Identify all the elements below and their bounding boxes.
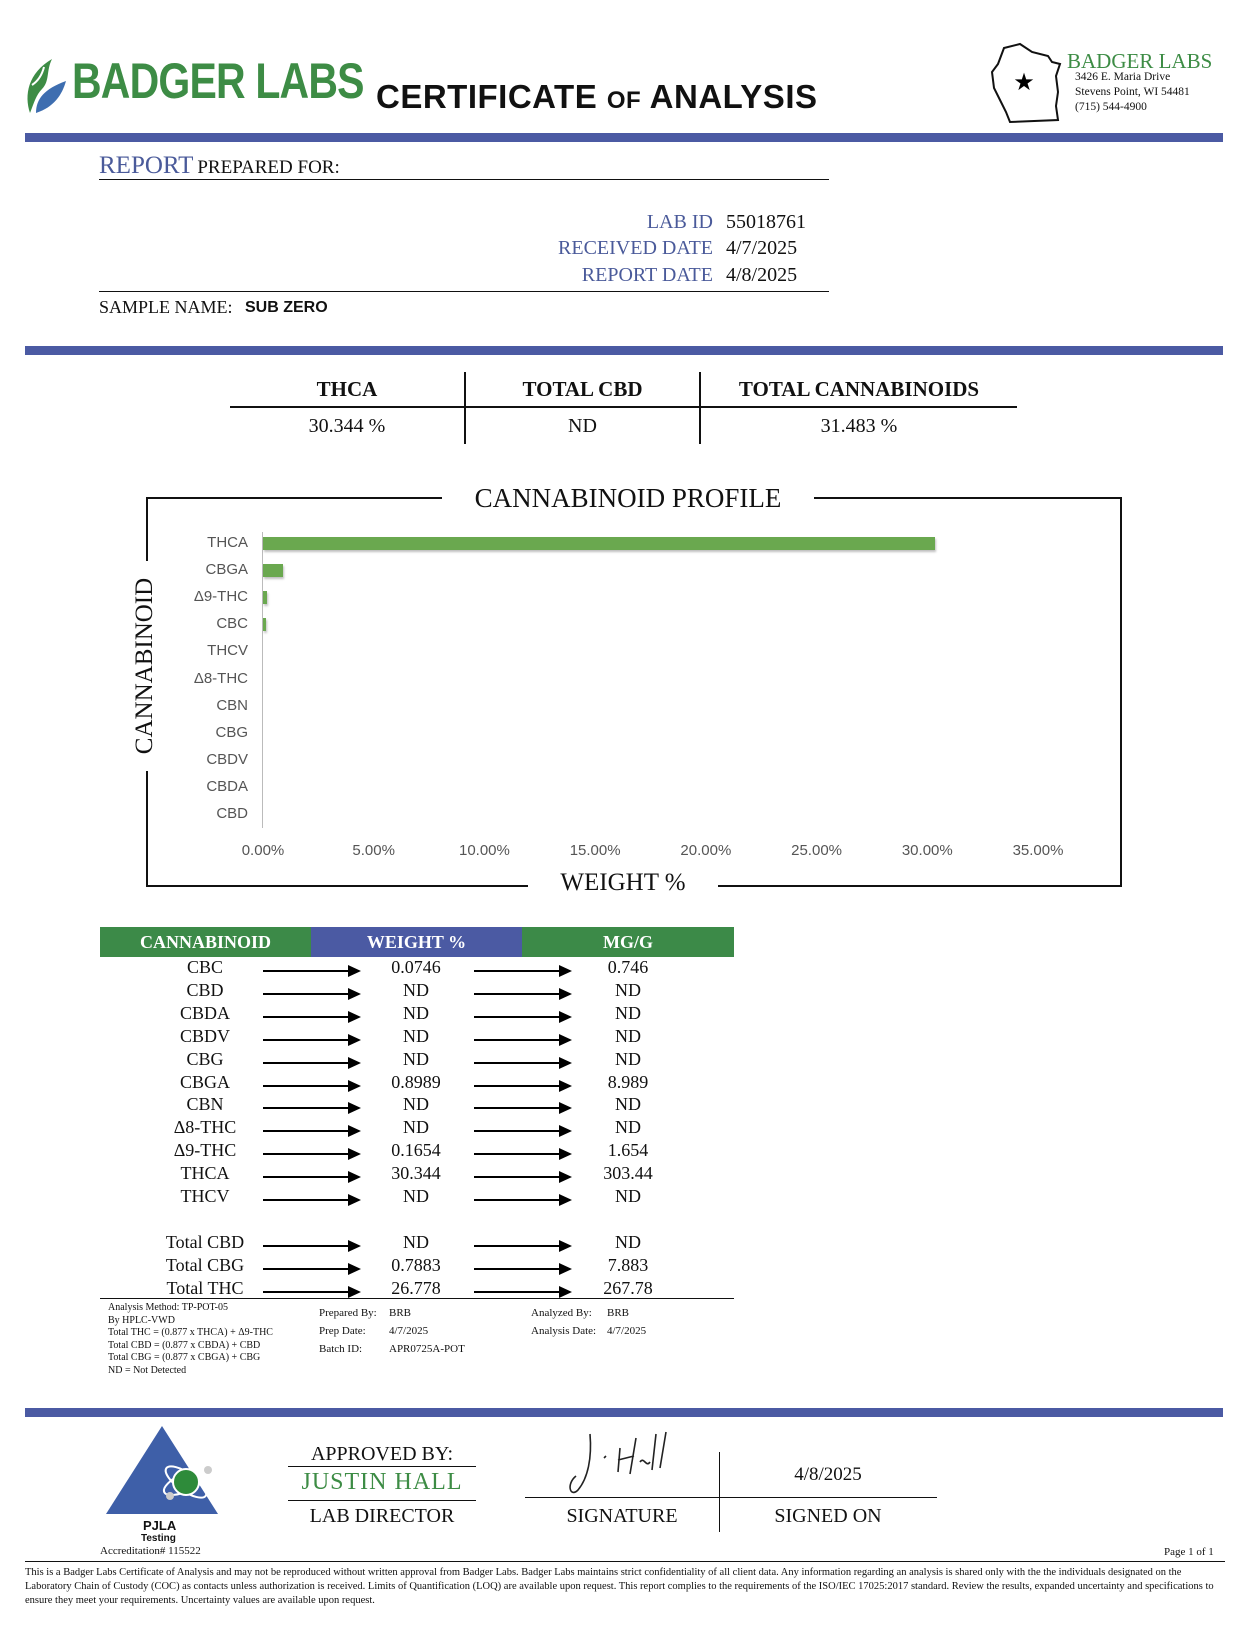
table-cannabinoid-cell: CBDV xyxy=(179,1025,230,1046)
chart-bar xyxy=(263,618,266,631)
chart-frame xyxy=(146,497,1122,887)
table-mg-per-g-cell: 8.989 xyxy=(607,1071,649,1092)
chart-category-label: Δ8-THC xyxy=(193,669,248,687)
table-mg-per-g-cell: ND xyxy=(615,1186,641,1206)
table-weight-cell: 0.7883 xyxy=(391,1254,441,1275)
arrow-icon xyxy=(263,993,359,995)
chart-x-tick-label: 15.00% xyxy=(569,842,621,859)
arrow-icon xyxy=(263,1107,359,1109)
report-info-line xyxy=(99,291,829,292)
table-mg-per-g-cell: ND xyxy=(615,1094,641,1115)
method-notes: Analysis Method: TP-POT-05 By HPLC-VWD Total THC = (0.877 x THCA) + Δ9-THC Total CBD = (0.877 x CBDA) + CBD Total CBG = (0.877 x CBGA) + CBG ND = Not Detected xyxy=(108,1302,273,1376)
summary-rule xyxy=(230,406,1017,408)
table-cannabinoid-cell: CBC xyxy=(186,957,224,977)
arrow-icon xyxy=(263,970,359,972)
chart-category-label: CBD xyxy=(216,805,248,822)
table-header-cannabinoid: CANNABINOID xyxy=(100,927,311,957)
table-cannabinoid-cell: THCA xyxy=(180,1163,230,1184)
arrow-icon xyxy=(263,1062,359,1064)
table-weight-cell: ND xyxy=(403,1232,429,1252)
report-prepared-for: REPORT PREPARED FOR: xyxy=(99,152,340,179)
chart-bar xyxy=(263,537,935,550)
table-cannabinoid-cell: CBG xyxy=(186,1048,224,1069)
table-mg-per-g-cell: ND xyxy=(615,1002,641,1023)
pjla-accreditation-logo-icon xyxy=(104,1424,220,1516)
arrow-icon xyxy=(263,1085,359,1087)
received-date-label: RECEIVED DATE xyxy=(558,237,713,259)
svg-text:★: ★ xyxy=(1013,68,1035,96)
arrow-icon xyxy=(263,1016,359,1018)
table-header-mg-per-g: MG/G xyxy=(522,927,734,957)
arrow-icon xyxy=(474,1107,570,1109)
summary-total-cbd-value: ND xyxy=(568,415,597,437)
approved-by-rule xyxy=(288,1466,476,1467)
summary-total-cbd-label: TOTAL CBD xyxy=(522,377,643,401)
chart-category-label: THCV xyxy=(207,642,248,660)
table-weight-cell: ND xyxy=(403,1025,429,1046)
accreditation-number: Accreditation# 115522 xyxy=(100,1545,201,1557)
chart-x-tick-label: 35.00% xyxy=(1012,842,1064,859)
arrow-icon xyxy=(474,993,570,995)
arrow-icon xyxy=(474,1016,570,1018)
approver-name: JUSTIN HALL xyxy=(301,1469,463,1495)
arrow-icon xyxy=(474,1085,570,1087)
table-mg-per-g-cell: 0.746 xyxy=(607,957,649,977)
arrow-icon xyxy=(474,1062,570,1064)
arrow-icon xyxy=(474,970,570,972)
signed-on-label: SIGNED ON xyxy=(774,1505,882,1527)
arrow-icon xyxy=(263,1199,359,1201)
disclaimer-text: This is a Badger Labs Certificate of Analysis and may not be reproduced without written approval from Badger Labs. Badger Labs maintains strict confidentiality of all client data. Any information regarding an analysis is shared only with the the individuals designated on the Laboratory Chain of Custody (COC) as contacts unless authorization is received. Limits of Quantification (LOQ) are available upon request. This report complies to the requirements of the ISO/IEC 17025:2017 standard. Review the results, expanded uncertainty and specifications to ensure they meet your requirements. Uncertainty values are available upon request. xyxy=(25,1567,1214,1606)
table-weight-cell: ND xyxy=(403,1002,429,1023)
section-divider xyxy=(25,346,1223,355)
report-date-value: 4/8/2025 xyxy=(726,264,798,286)
lab-id-value: 55018761 xyxy=(726,211,806,233)
chart-category-label: Δ9-THC xyxy=(193,588,248,606)
table-cannabinoid-cell: Δ9-THC xyxy=(173,1140,237,1161)
table-header-weight: WEIGHT % xyxy=(311,927,522,957)
pjla-label: PJLA xyxy=(143,1518,177,1533)
prepared-for-line xyxy=(99,179,829,180)
arrow-icon xyxy=(474,1039,570,1041)
chart-category-label: CBGA xyxy=(205,561,248,579)
table-cannabinoid-cell: THCV xyxy=(180,1186,230,1206)
table-bottom-rule xyxy=(100,1298,734,1299)
arrow-icon xyxy=(474,1199,570,1201)
signed-on-date: 4/8/2025 xyxy=(794,1464,862,1485)
prep-info: Prepared By: BRB Prep Date: 4/7/2025 Batch ID: APR0725A-POT xyxy=(319,1307,465,1355)
footer-rule xyxy=(25,1561,1225,1562)
approver-role: LAB DIRECTOR xyxy=(309,1505,455,1527)
arrow-icon xyxy=(263,1291,359,1293)
received-date-value: 4/7/2025 xyxy=(726,237,798,259)
arrow-icon xyxy=(474,1153,570,1155)
analysis-info: Analyzed By: BRB Analysis Date: 4/7/2025 xyxy=(531,1307,647,1337)
approver-name-rule xyxy=(288,1500,476,1501)
chart-category-label: CBDA xyxy=(206,777,248,795)
chart-category-label: CBC xyxy=(216,615,248,633)
address-company: BADGER LABS xyxy=(1067,49,1213,73)
chart-category-label: CBN xyxy=(216,696,248,714)
summary-total-cannabinoids-value: 31.483 % xyxy=(820,415,898,437)
report-date-label: REPORT DATE xyxy=(581,264,713,286)
chart-category-label: CBDV xyxy=(206,750,248,768)
chart-x-tick-label: 25.00% xyxy=(791,842,842,859)
table-mg-per-g-cell: 7.883 xyxy=(607,1254,649,1275)
table-weight-cell: ND xyxy=(403,1094,429,1115)
arrow-icon xyxy=(474,1245,570,1247)
sample-name-value: SUB ZERO xyxy=(245,299,328,316)
address-city: Stevens Point, WI 54481 xyxy=(1075,86,1190,98)
table-mg-per-g-cell: ND xyxy=(615,1048,641,1069)
table-cannabinoid-cell: Total CBD xyxy=(165,1232,245,1252)
document-title: CERTIFICATE OF ANALYSIS xyxy=(376,78,818,115)
header-divider xyxy=(25,133,1223,142)
brand-name: BADGER LABS xyxy=(72,53,364,109)
footer-divider xyxy=(25,1408,1223,1417)
arrow-icon xyxy=(263,1245,359,1247)
arrow-icon xyxy=(263,1039,359,1041)
table-weight-cell: 0.0746 xyxy=(391,957,441,977)
chart-x-tick-label: 20.00% xyxy=(680,842,732,859)
chart-category-label: CBG xyxy=(215,723,248,741)
address-phone: (715) 544-4900 xyxy=(1075,101,1147,113)
table-mg-per-g-cell: 1.654 xyxy=(607,1140,649,1161)
chart-x-tick-label: 0.00% xyxy=(241,842,285,859)
table-mg-per-g-cell: 303.44 xyxy=(603,1163,653,1184)
chart-bar xyxy=(263,564,283,577)
signature-label: SIGNATURE xyxy=(566,1505,678,1527)
table-weight-cell: ND xyxy=(403,1117,429,1138)
badger-leaf-logo-icon xyxy=(22,55,72,117)
arrow-icon xyxy=(263,1268,359,1270)
chart-title: CANNABINOID PROFILE xyxy=(442,483,814,519)
table-weight-cell: ND xyxy=(403,979,429,1000)
table-weight-cell: 26.778 xyxy=(391,1277,441,1298)
summary-thca-label: THCA xyxy=(316,377,378,401)
table-cannabinoid-cell: CBD xyxy=(186,979,224,1000)
chart-x-tick-label: 10.00% xyxy=(458,842,510,859)
chart-category-label: THCA xyxy=(207,534,248,551)
summary-thca-value: 30.344 % xyxy=(308,415,386,437)
table-mg-per-g-cell: 267.78 xyxy=(603,1277,653,1298)
chart-x-tick-label: 30.00% xyxy=(901,842,953,859)
table-cannabinoid-cell: Total THC xyxy=(166,1277,244,1298)
chart-y-axis-title: CANNABINOID xyxy=(131,561,163,771)
arrow-icon xyxy=(263,1130,359,1132)
table-cannabinoid-cell: CBN xyxy=(186,1094,224,1115)
lab-id-label: LAB ID xyxy=(646,211,713,233)
page-number: Page 1 of 1 xyxy=(1164,1546,1214,1558)
table-mg-per-g-cell: ND xyxy=(615,1232,641,1252)
table-weight-cell: 30.344 xyxy=(391,1163,441,1184)
arrow-icon xyxy=(474,1176,570,1178)
table-mg-per-g-cell: ND xyxy=(615,979,641,1000)
table-cannabinoid-cell: Δ8-THC xyxy=(173,1117,237,1138)
table-cannabinoid-cell: CBDA xyxy=(179,1002,230,1023)
arrow-icon xyxy=(263,1153,359,1155)
wisconsin-map-icon xyxy=(990,42,1066,124)
arrow-icon xyxy=(263,1176,359,1178)
arrow-icon xyxy=(474,1130,570,1132)
table-cannabinoid-cell: Total CBG xyxy=(165,1254,245,1275)
chart-x-tick-label: 5.00% xyxy=(352,842,395,859)
table-mg-per-g-cell: ND xyxy=(615,1117,641,1138)
pjla-testing-label: Testing xyxy=(141,1533,176,1544)
sample-name-label: SAMPLE NAME: xyxy=(99,297,233,317)
table-weight-cell: ND xyxy=(403,1186,429,1206)
arrow-icon xyxy=(474,1291,570,1293)
signature-rule xyxy=(525,1497,937,1498)
chart-x-axis-title: WEIGHT % xyxy=(528,869,718,901)
table-cannabinoid-cell: CBGA xyxy=(179,1071,230,1092)
signature-image xyxy=(560,1428,700,1498)
approved-by-label: APPROVED BY: xyxy=(310,1443,454,1465)
table-mg-per-g-cell: ND xyxy=(615,1025,641,1046)
summary-total-cannabinoids-label: TOTAL CANNABINOIDS xyxy=(738,377,980,401)
chart-bar xyxy=(263,591,267,604)
address-street: 3426 E. Maria Drive xyxy=(1075,71,1171,83)
arrow-icon xyxy=(474,1268,570,1270)
table-weight-cell: 0.8989 xyxy=(391,1071,441,1092)
table-weight-cell: 0.1654 xyxy=(391,1140,441,1161)
table-weight-cell: ND xyxy=(403,1048,429,1069)
